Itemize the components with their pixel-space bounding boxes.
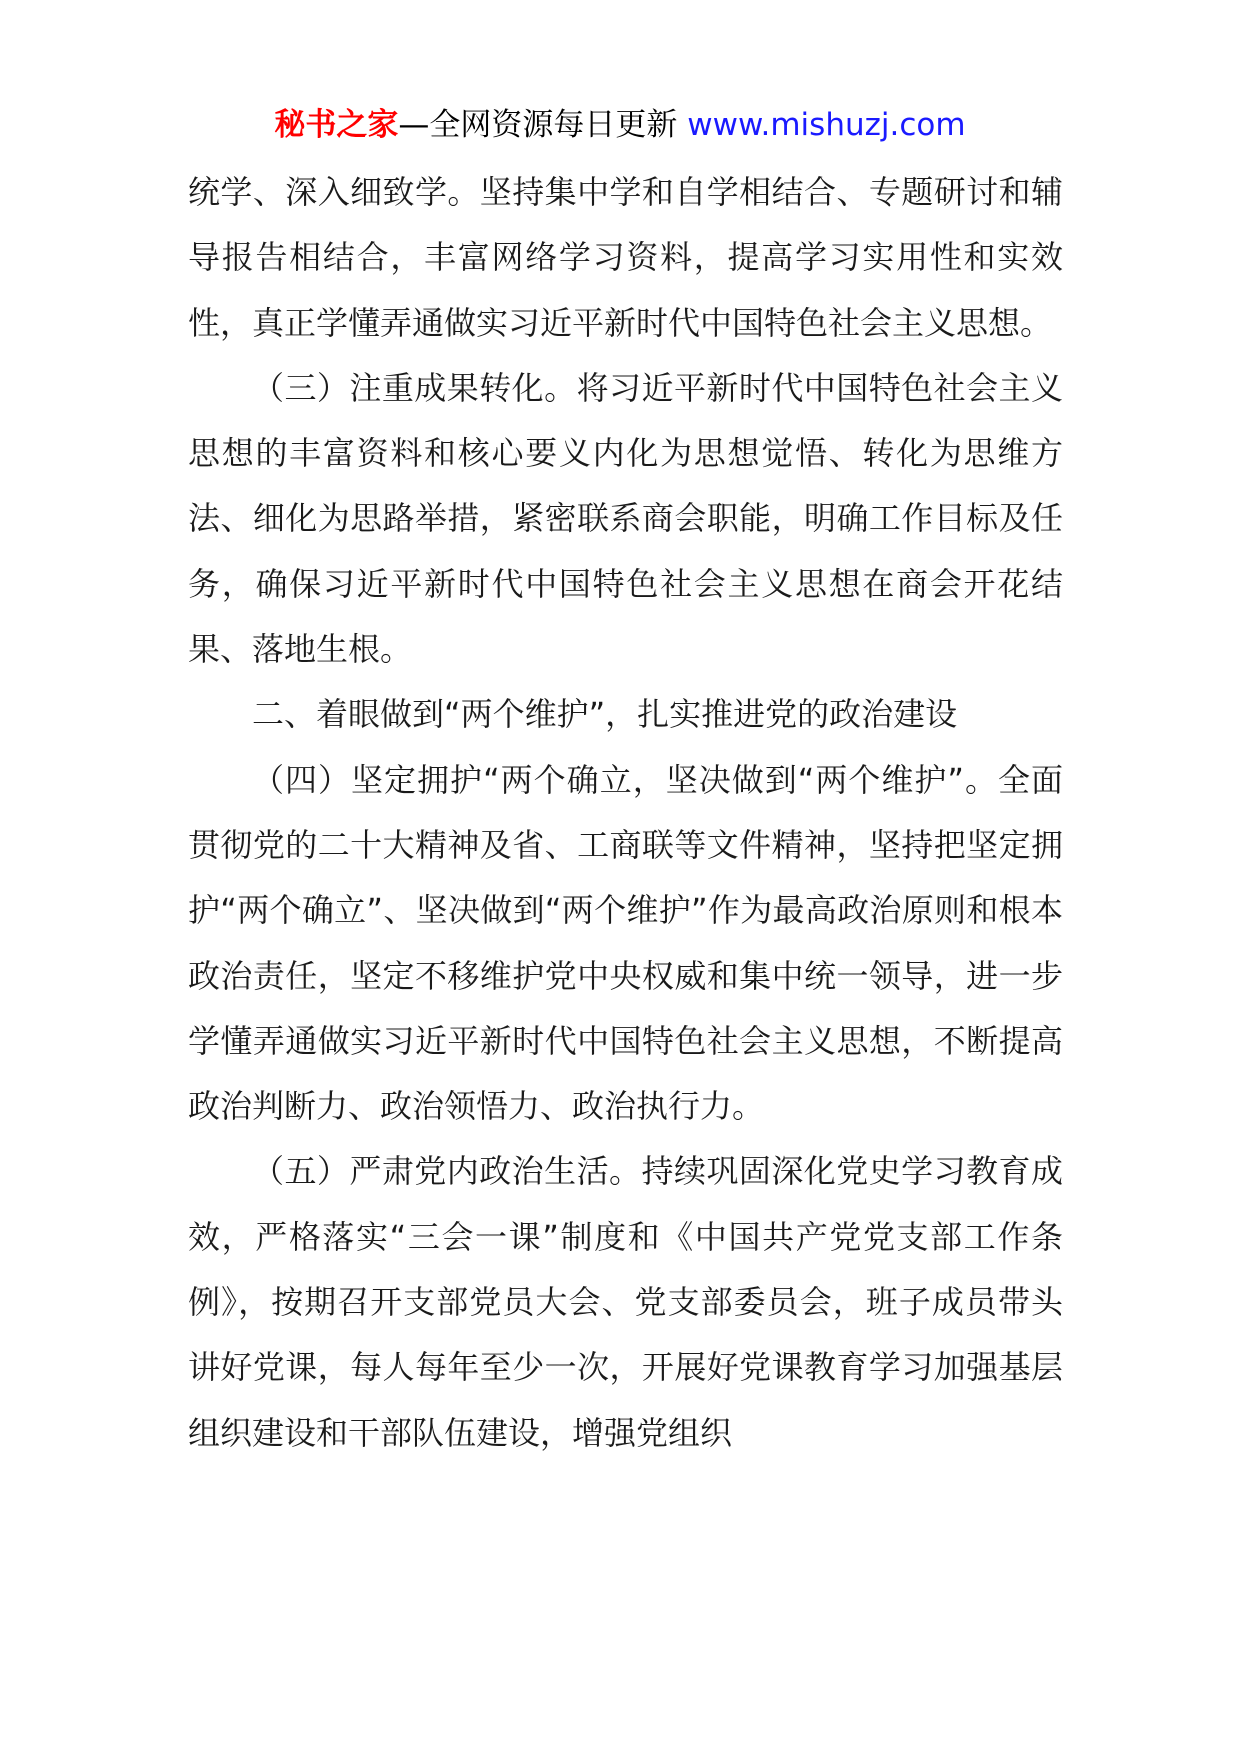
header-brand: 秘书之家 [274, 107, 399, 143]
paragraph-item-5: （五）严肃党内政治生活。持续巩固深化党史学习教育成效，严格落实“三会一课”制度和《中国共产党党支部工作条例》，按期召开支部党员大会、党支部委员会，班子成员带头讲好党课，每人每年至少一次，开展好党课教育学习加强基层组织建设和干部队伍建设，增强党组织 [188, 1152, 1063, 1452]
paragraph-item-3: （三）注重成果转化。将习近平新时代中国特色社会主义思想的丰富资料和核心要义内化为思想觉悟、转化为思维方法、细化为思路举措，紧密联系商会职能，明确工作目标及任务，确保习近平新时代中国特色社会主义思想在商会开花结果、落地生根。 [188, 368, 1063, 669]
section-heading-2: 二、着眼做到“两个维护”，扎实推进党的政治建设 [252, 695, 958, 734]
document-body [188, 160, 1063, 1466]
paragraph-continuation: 统学、深入细致学。坚持集中学和自学相结合、专题研讨和辅导报告相结合，丰富网络学习资料，提高学习实用性和实效性，真正学懂弄通做实习近平新时代中国特色社会主义思想。 [188, 173, 1063, 342]
page-header [0, 103, 1240, 147]
header-url[interactable]: www.mishuzj.com [687, 107, 966, 143]
header-slogan: —全网资源每日更新 [398, 107, 688, 143]
paragraph-item-4: （四）坚定拥护“两个确立，坚决做到“两个维护”。全面贯彻党的二十大精神及省、工商联等文件精神，坚持把坚定拥护“两个确立”、坚决做到“两个维护”作为最高政治原则和根本政治责任，坚定不移维护党中央权威和集中统一领导，进一步学懂弄通做实习近平新时代中国特色社会主义思想，不断提高政治判断力、政治领悟力、政治执行力。 [188, 760, 1063, 1126]
